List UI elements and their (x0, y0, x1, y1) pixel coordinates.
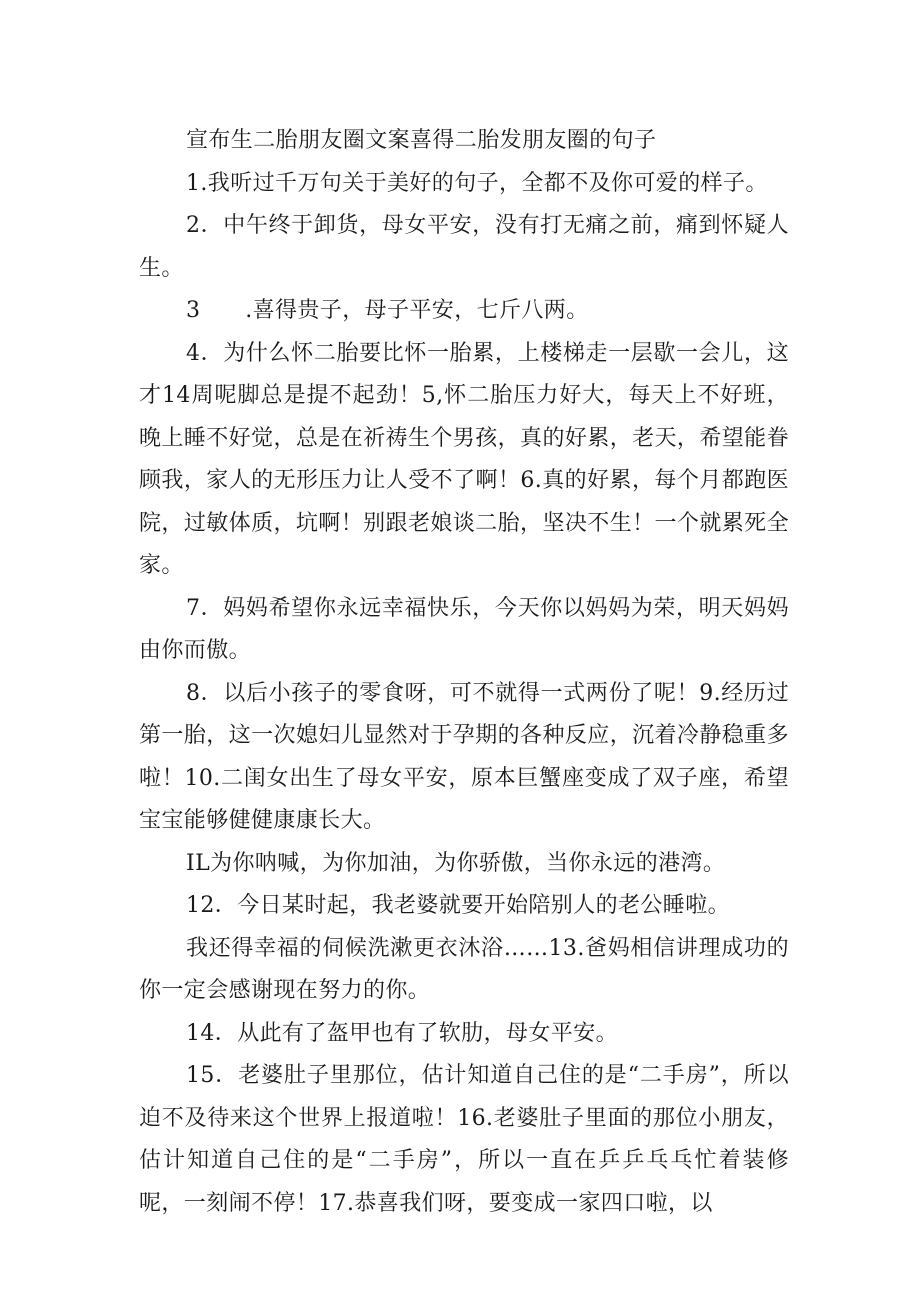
paragraph-6: 8．以后小孩子的零食呀，可不就得一式两份了呢！9.经历过第一胎，这一次媳妇儿显然对于孕期的各种反应，沉着冷静稳重多啦！10.二闺女出生了母女平安，原本巨蟹座变成了双子座，希望宝宝能够健健康康长大。 (139, 680, 789, 833)
paragraph-8: 12．今日某时起，我老婆就要开始陪别人的老公睡啦。 (186, 893, 730, 918)
paragraph-4: 4．为什么怀二胎要比怀一胎累，上楼梯走一层歇一会儿，这才14周呢脚总是提不起劲！5,怀二胎压力好大，每天上不好班，晚上睡不好觉，总是在祈祷生个男孩，真的好累，老天，希望能眷顾我，家人的无形压力让人受不了啊！6.真的好累，每个月都跑医院，过敏体质，坑啊！别跟老娘谈二胎，坚决不生！一个就累死全家。 (139, 340, 789, 578)
paragraph-10: 14．从此有了盔甲也有了软肋，母女平安。 (186, 1020, 618, 1046)
paragraph-1: 1.我听过千万句关于美好的句子，全都不及你可爱的样子。 (186, 170, 768, 196)
document-body (139, 120, 789, 1225)
paragraph-2: 2．中午终于卸货，母女平安，没有打无痛之前，痛到怀疑人生。 (139, 213, 789, 281)
paragraph-7: IL为你呐喊，为你加油，为你骄傲，当你永远的港湾。 (186, 850, 726, 876)
paragraph-5: 7．妈妈希望你永远幸福快乐，今天你以妈妈为荣，明天妈妈由你而傲。 (139, 595, 789, 663)
document-title: 宣布生二胎朋友圈文案喜得二胎发朋友圈的句子 (186, 128, 657, 153)
paragraph-11: 15．老婆肚子里那位，估计知道自己住的是“二手房”，所以迫不及待来这个世界上报道啦！16.老婆肚子里面的那位小朋友，估计知道自己住的是“二手房”，所以一直在乒乒乓乓忙着装修呢，一刻闹不停！17.恭喜我们呀，要变成一家四口啦，以 (139, 1063, 789, 1216)
paragraph-3: 3 .喜得贵子，母子平安，七斤八两。 (186, 298, 589, 323)
paragraph-9: 我还得幸福的伺候洗漱更衣沐浴……13.爸妈相信讲理成功的你一定会感谢现在努力的你。 (139, 935, 789, 1003)
